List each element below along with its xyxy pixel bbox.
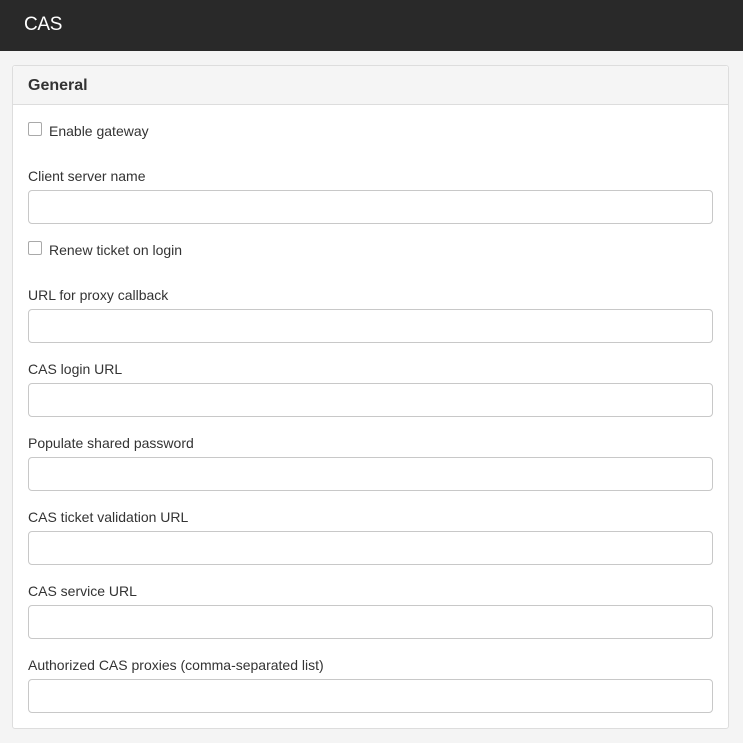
shared-password-label: Populate shared password	[28, 435, 194, 451]
shared-password-input[interactable]	[28, 457, 713, 491]
authorized-proxies-label: Authorized CAS proxies (comma-separated list)	[28, 657, 324, 673]
renew-ticket-label[interactable]: Renew ticket on login	[49, 242, 183, 258]
enable-gateway-checkbox[interactable]	[28, 122, 42, 136]
proxy-callback-url-label: URL for proxy callback	[28, 287, 169, 303]
login-url-label: CAS login URL	[28, 361, 123, 377]
ticket-validation-url-input[interactable]	[28, 531, 713, 565]
top-bar	[0, 0, 743, 51]
renew-ticket-checkbox[interactable]	[28, 241, 42, 255]
general-settings-panel	[12, 65, 729, 729]
panel-heading: General	[28, 77, 88, 94]
proxy-callback-url-input[interactable]	[28, 309, 713, 343]
service-url-label: CAS service URL	[28, 583, 137, 599]
service-url-input[interactable]	[28, 605, 713, 639]
client-server-name-input[interactable]	[28, 190, 713, 224]
authorized-proxies-input[interactable]	[28, 679, 713, 713]
panel-header	[13, 66, 728, 105]
client-server-name-label: Client server name	[28, 168, 146, 184]
login-url-input[interactable]	[28, 383, 713, 417]
enable-gateway-label[interactable]: Enable gateway	[49, 123, 149, 139]
app-title: CAS	[24, 14, 63, 35]
ticket-validation-url-label: CAS ticket validation URL	[28, 509, 189, 525]
